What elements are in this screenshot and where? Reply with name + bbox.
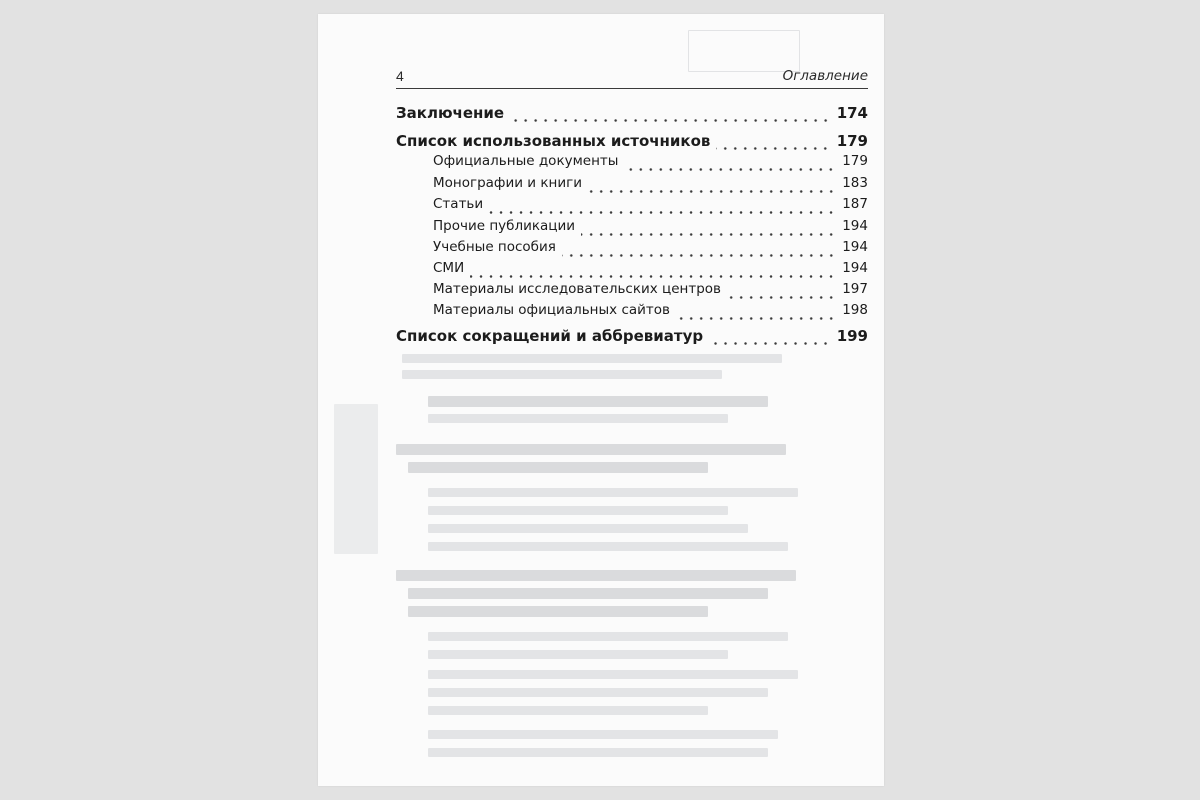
bleed-through-texture xyxy=(318,14,884,786)
toc-entry-abbreviations xyxy=(396,327,868,349)
toc-entry-media xyxy=(396,260,868,282)
toc-entry-articles xyxy=(396,196,868,218)
toc-entry-page: 198 xyxy=(842,302,868,318)
toc-entry-title: Официальные документы xyxy=(433,153,619,169)
toc-entry-sources xyxy=(396,132,868,154)
toc-entry-official-documents xyxy=(396,153,868,175)
toc-entry-title: Монографии и книги xyxy=(433,175,582,191)
toc-entry-title: Материалы исследовательских центров xyxy=(433,281,722,297)
toc-entry-title: Учебные пособия xyxy=(433,239,556,255)
toc-entry-title: СМИ xyxy=(433,260,465,276)
toc-entry-title: Список использованных источников xyxy=(396,132,711,150)
dot-leader xyxy=(588,190,836,193)
toc-entry-title: Статьи xyxy=(433,196,484,212)
toc-entry-page: 194 xyxy=(842,239,868,255)
dot-leader xyxy=(709,342,831,345)
toc-entry-research-centers xyxy=(396,281,868,303)
toc-entry-conclusion xyxy=(396,104,868,126)
toc-entry-title: Заключение xyxy=(396,104,505,122)
toc-entry-page: 194 xyxy=(842,260,868,276)
toc-entry-title: Материалы официальных сайтов xyxy=(433,302,670,318)
running-header xyxy=(396,66,868,88)
toc-entry-page: 183 xyxy=(842,175,868,191)
book-page xyxy=(318,14,884,786)
toc-entry-other-publications xyxy=(396,218,868,240)
dot-leader xyxy=(624,168,836,171)
toc-entry-page: 179 xyxy=(836,132,868,150)
dot-leader xyxy=(489,211,836,214)
toc-entry-page: 174 xyxy=(836,104,868,122)
page-number: 4 xyxy=(396,68,404,84)
dot-leader xyxy=(727,296,836,299)
header-rule xyxy=(396,88,868,89)
dot-leader xyxy=(676,317,836,320)
toc-entry-textbooks xyxy=(396,239,868,261)
toc-entry-page: 197 xyxy=(842,281,868,297)
toc-entry-official-sites xyxy=(396,302,868,324)
dot-leader xyxy=(716,147,830,150)
dot-leader xyxy=(581,233,836,236)
toc-entry-page: 199 xyxy=(836,327,868,345)
toc-entry-page: 194 xyxy=(842,218,868,234)
toc-entry-page: 187 xyxy=(842,196,868,212)
running-title: Оглавление xyxy=(782,68,868,84)
dot-leader xyxy=(470,275,836,278)
dot-leader xyxy=(562,254,836,257)
dot-leader xyxy=(510,119,831,122)
toc-entry-title: Прочие публикации xyxy=(433,218,576,234)
toc-entry-page: 179 xyxy=(842,153,868,169)
toc-entry-title: Список сокращений и аббревиатур xyxy=(396,327,704,345)
toc-entry-monographs xyxy=(396,175,868,197)
